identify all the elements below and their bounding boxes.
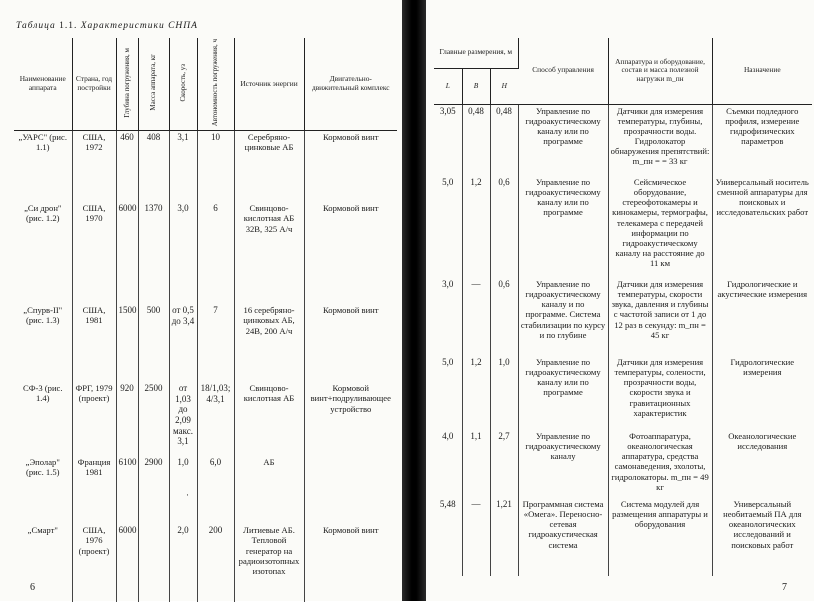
cell-purpose: Гидрологические и акустические измерения — [717, 279, 808, 300]
cell-depth: 460 — [116, 130, 138, 202]
cell-speed: от 0,5 до 3,4 — [169, 304, 197, 382]
cell-name: СФ-3 (рис. 1.4) — [14, 382, 72, 456]
table-row — [434, 498, 812, 576]
cell-name: „Смарт" — [14, 524, 72, 602]
table-row — [434, 430, 812, 498]
right-header-row-1 — [434, 38, 812, 68]
cell-speed: 1,0 — [169, 456, 197, 524]
header-depth-text: Глубина погружения, м — [122, 47, 131, 118]
cell-name: „УАРС" (рис. 1.1) — [14, 130, 72, 202]
left-table-body — [14, 130, 397, 602]
cell-mass — [138, 524, 169, 602]
table-row — [434, 104, 812, 176]
cell-energy: Свинцово-кислотная АБ — [234, 382, 304, 456]
header-country: Страна, год постройки — [72, 38, 116, 130]
cell-depth: 6000 — [116, 524, 138, 602]
cell-beam: 0,48 — [462, 104, 490, 176]
caption-title: Характеристики СНПА — [80, 21, 198, 31]
cell-country: США, 1981 — [72, 304, 116, 382]
cell-propulsion: Кормовой винт — [322, 203, 379, 214]
print-mark: · — [186, 490, 189, 500]
cell-purpose: Универсальный необитаемый ПА для океанологических исследований и поисковых работ — [723, 499, 802, 550]
cell-purpose: Универсальный носитель сменной аппаратуры для поисковых и исследовательских работ — [715, 177, 809, 218]
table-row — [14, 130, 397, 202]
cell-control: Управление по гидроакустическому каналу — [518, 430, 608, 498]
header-mass-text: Масса аппарата, кг — [149, 54, 158, 111]
left-page — [0, 0, 402, 601]
cell-energy: 16 серебряно-цинковых АБ, 24В, 200 А/ч — [234, 304, 304, 382]
cell-energy: Литиевые АБ. Тепловой генератор на радиоизотопных изотопах — [234, 524, 304, 602]
cell-length: 5,0 — [434, 176, 462, 278]
cell-control: Управление по гидроакустическому каналу или по программе — [518, 104, 608, 176]
cell-length: 3,05 — [434, 104, 462, 176]
cell-equipment: Датчики для измерения температуры, солености, прозрачности воды, скорости звука и гравитационных характеристик — [608, 356, 712, 430]
header-autonomy — [197, 38, 234, 130]
cell-mass: 2900 — [138, 456, 169, 524]
cell-country: Франция 1981 — [72, 456, 116, 524]
caption-label: Таблица — [16, 21, 56, 31]
cell-length: 5,48 — [434, 498, 462, 576]
book-gutter — [402, 0, 426, 601]
cell-beam: 1,2 — [462, 176, 490, 278]
table-row — [434, 278, 812, 356]
cell-name: „Си дрон" (рис. 1.2) — [14, 202, 72, 304]
cell-control: Программная система «Омега». Переносно-сетевая гидроакустическая система — [518, 498, 608, 576]
caption-number: 1.1. — [59, 21, 78, 31]
left-header-row — [14, 38, 397, 130]
table-row — [14, 202, 397, 304]
header-propulsion: Двигательно-движительный комплекс — [304, 38, 397, 130]
table-row — [14, 304, 397, 382]
cell-propulsion: Кормовой винт — [322, 305, 379, 316]
header-B: B — [462, 68, 490, 104]
cell-speed: 3,0 — [169, 202, 197, 304]
table-row — [434, 356, 812, 430]
right-page — [426, 0, 814, 601]
cell-speed: от 1,03 до 2,09 макс. 3,1 — [169, 382, 197, 456]
header-equipment: Аппаратура и оборудование, состав и масса полезной нагрузки m_пн — [608, 38, 712, 104]
right-table-body — [434, 104, 812, 576]
cell-depth: 1500 — [116, 304, 138, 382]
cell-beam: 1,1 — [462, 430, 490, 498]
cell-equipment: Датчики для измерения температуры, скорости звука, давления и глубины с частотой записи от 1 до 12 раз в секунду: m_пн = 45 кг — [608, 278, 712, 356]
cell-country: США, 1972 — [72, 130, 116, 202]
header-mass — [138, 38, 169, 130]
table-row — [14, 382, 397, 456]
header-speed — [169, 38, 197, 130]
table-row — [14, 524, 397, 602]
cell-mass: 500 — [138, 304, 169, 382]
header-name: Наименование аппарата — [14, 38, 72, 130]
cell-country: США, 1976 (проект) — [72, 524, 116, 602]
cell-depth: 6000 — [116, 202, 138, 304]
left-table — [14, 38, 397, 602]
cell-purpose: Гидрологические измерения — [730, 357, 795, 378]
cell-autonomy: 6 — [197, 202, 234, 304]
cell-energy: Свинцово-кислотная АБ 32В, 325 А/ч — [234, 202, 304, 304]
cell-equipment: Фотоаппаратура, океанологическая аппаратура, средства самонаведения, эхолоты, гидролокаторы. m_пн = 49 кг — [608, 430, 712, 498]
cell-depth: 920 — [116, 382, 138, 456]
cell-speed: 3,1 — [169, 130, 197, 202]
cell-autonomy: 200 — [197, 524, 234, 602]
cell-purpose: Океанологические исследования — [728, 431, 797, 452]
cell-height: 1,21 — [490, 498, 518, 576]
cell-mass: 1370 — [138, 202, 169, 304]
cell-autonomy: 18/1,03; 4/3,1 — [197, 382, 234, 456]
table-caption — [16, 21, 198, 31]
cell-height: 2,7 — [490, 430, 518, 498]
cell-autonomy: 10 — [197, 130, 234, 202]
page-number-right: 7 — [782, 582, 787, 593]
cell-propulsion: Кормовой винт+подруливающее устройство — [310, 383, 391, 414]
cell-depth: 6100 — [116, 456, 138, 524]
cell-propulsion: Кормовой винт — [322, 131, 379, 142]
cell-height: 0,6 — [490, 278, 518, 356]
cell-propulsion: Кормовой винт — [322, 525, 379, 536]
cell-height: 0,48 — [490, 104, 518, 176]
cell-beam: — — [462, 498, 490, 576]
cell-equipment: Датчики для измерения температуры, глубины, прозрачности воды. Гидролокатор обнаружения препятствий: m_пн = = 33 кг — [608, 104, 712, 176]
cell-energy: Серебряно-цинковые АБ — [234, 130, 304, 202]
header-speed-text: Скорость, уз — [178, 63, 187, 102]
cell-length: 5,0 — [434, 356, 462, 430]
cell-length: 4,0 — [434, 430, 462, 498]
cell-speed: 2,0 — [169, 524, 197, 602]
cell-control: Управление по гидроакустическому каналу и по программе. Система стабилизации по курсу и по глубине — [518, 278, 608, 356]
cell-equipment: Сейсмическое оборудование, стереофотокамеры и кинокамеры, термографы, телекамера с передачей информации по гидроакустическому каналу на расстояние до 11 км — [608, 176, 712, 278]
cell-energy: АБ — [234, 456, 304, 524]
page-number-left: 6 — [30, 582, 35, 593]
cell-country: ФРГ, 1979 (проект) — [72, 382, 116, 456]
cell-mass: 408 — [138, 130, 169, 202]
header-L: L — [434, 68, 462, 104]
cell-propulsion — [304, 456, 397, 524]
cell-autonomy: 7 — [197, 304, 234, 382]
cell-length: 3,0 — [434, 278, 462, 356]
cell-name: „Эполар" (рис. 1.5) — [14, 456, 72, 524]
table-row — [14, 456, 397, 524]
cell-beam: — — [462, 278, 490, 356]
cell-name: „Спурв-II" (рис. 1.3) — [14, 304, 72, 382]
header-H: H — [490, 68, 518, 104]
cell-height: 0,6 — [490, 176, 518, 278]
cell-control: Управление по гидроакустическому каналу или по программе — [518, 356, 608, 430]
header-energy: Источник энергии — [234, 38, 304, 130]
cell-equipment: Система модулей для размещения аппаратуры и оборудования — [608, 498, 712, 576]
cell-purpose: Съемки подледного профиля, измерение гидрофизических параметров — [725, 105, 800, 146]
header-purpose: Назначение — [712, 38, 812, 104]
header-dimensions: Главные размерения, м — [434, 38, 518, 68]
cell-beam: 1,2 — [462, 356, 490, 430]
table-row — [434, 176, 812, 278]
cell-country: США, 1970 — [72, 202, 116, 304]
cell-height: 1,0 — [490, 356, 518, 430]
cell-control: Управление по гидроакустическому каналу или по программе — [518, 176, 608, 278]
header-depth — [116, 38, 138, 130]
header-control: Способ управления — [518, 38, 608, 104]
cell-autonomy: 6,0 — [197, 456, 234, 524]
right-table — [434, 38, 812, 576]
header-autonomy-text: Автономность погружения, ч — [211, 39, 220, 127]
cell-mass: 2500 — [138, 382, 169, 456]
